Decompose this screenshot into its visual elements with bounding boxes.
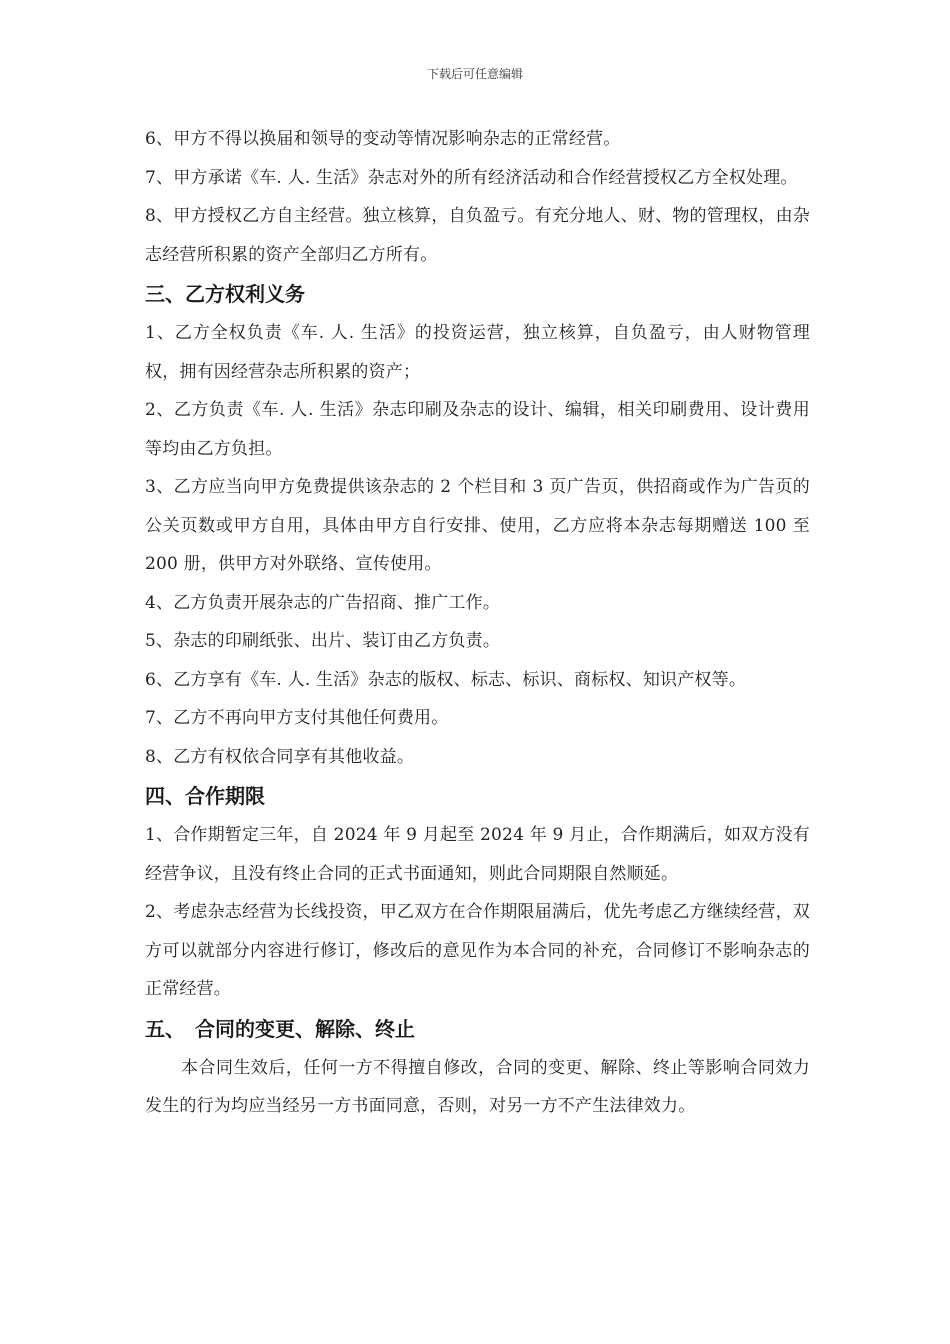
section-four-heading: 四、合作期限 — [145, 784, 265, 808]
clause-3-8: 8、乙方有权依合同享有其他收益。 — [145, 746, 415, 767]
document-body — [145, 120, 810, 1126]
clause-3-5: 5、杂志的印刷纸张、出片、装订由乙方负责。 — [145, 631, 501, 651]
section-three-heading: 三、乙方权利义务 — [145, 282, 305, 306]
clause-3-6: 6、乙方享有《车. 人. 生活》杂志的版权、标志、标识、商标权、知识产权等。 — [145, 669, 747, 690]
clause-3-4: 4、乙方负责开展杂志的广告招商、推广工作。 — [145, 592, 501, 613]
page-header-note: 下载后可任意编辑 — [426, 67, 523, 81]
clause-2-7: 7、甲方承诺《车. 人. 生活》杂志对外的所有经济活动和合作经营授权乙方全权处理。 — [145, 167, 798, 188]
section-five-heading: 五、 合同的变更、解除、终止 — [145, 1016, 415, 1041]
clause-3-2: 2、乙方负责《车. 人. 生活》杂志印刷及杂志的设计、编辑，相关印刷费用、设计费用等均由乙方负担。 — [145, 400, 810, 459]
clause-3-3: 3、乙方应当向甲方免费提供该杂志的 2 个栏目和 3 页广告页，供招商或作为广告页的公关页数或甲方自用，具体由甲方自行安排、使用，乙方应将本杂志每期赠送 100 至 200 册，供甲方对外联络、宣传使用。 — [145, 477, 810, 574]
clause-3-7: 7、乙方不再向甲方支付其他任何费用。 — [145, 708, 449, 728]
clause-4-1: 1、合作期暂定三年，自 2024 年 9 月起至 2024 年 9 月止，合作期满后，如双方没有经营争议，且没有终止合同的正式书面通知，则此合同期限自然顺延。 — [145, 825, 810, 884]
clause-3-1: 1、乙方全权负责《车. 人. 生活》的投资运营，独立核算，自负盈亏，由人财物管理权，拥有因经营杂志所积累的资产； — [145, 323, 810, 382]
clause-2-8: 8、甲方授权乙方自主经营。独立核算，自负盈亏。有充分地人、财、物的管理权，由杂志经营所积累的资产全部归乙方所有。 — [145, 206, 810, 265]
clause-4-2: 2、考虑杂志经营为长线投资，甲乙双方在合作期限届满后，优先考虑乙方继续经营，双方可以就部分内容进行修订，修改后的意见作为本合同的补充，合同修订不影响杂志的正常经营。 — [145, 902, 810, 999]
clause-2-6: 6、甲方不得以换届和领导的变动等情况影响杂志的正常经营。 — [145, 129, 621, 149]
section-five-body: 本合同生效后，任何一方不得擅自修改，合同的变更、解除、终止等影响合同效力发生的行为均应当经另一方书面同意，否则，对另一方不产生法律效力。 — [145, 1057, 810, 1116]
